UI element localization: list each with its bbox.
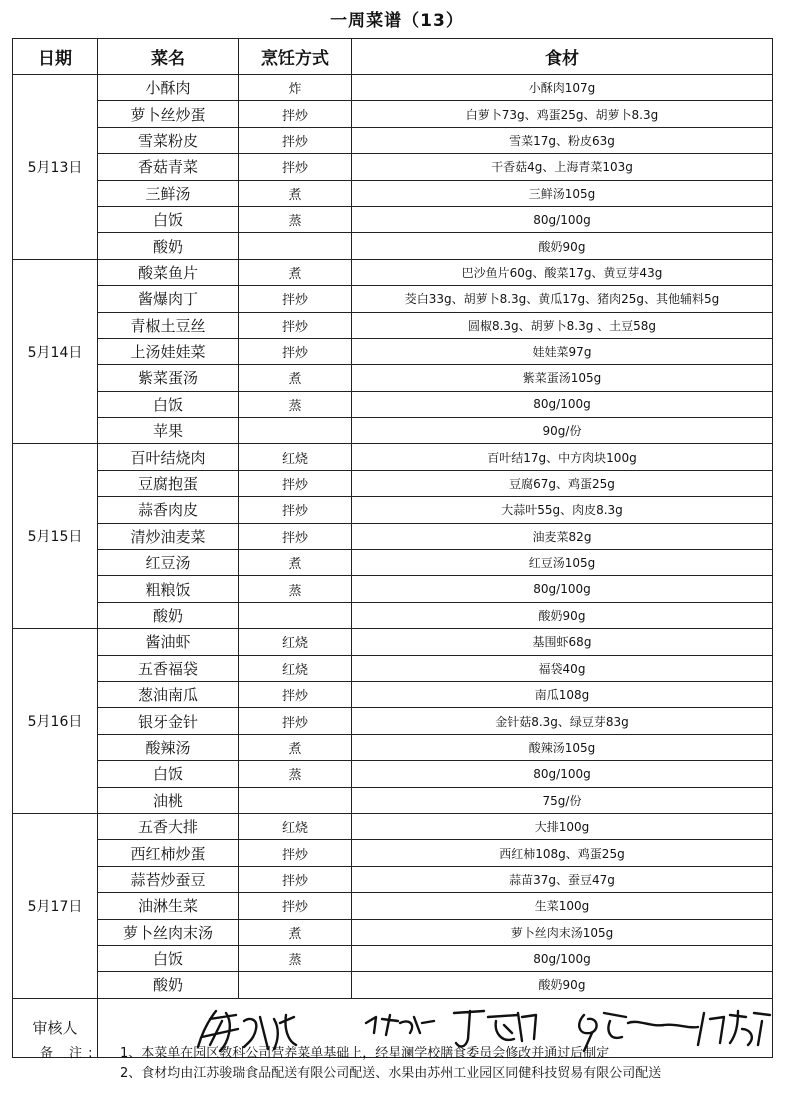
cooking-method: 红烧 <box>239 655 352 681</box>
ingredients: 90g/份 <box>352 418 773 444</box>
ingredients: 80g/100g <box>352 761 773 787</box>
cooking-method <box>239 787 352 813</box>
table-row <box>13 629 773 655</box>
dish-name: 萝卜丝肉末汤 <box>98 919 239 945</box>
table-row <box>13 945 773 971</box>
day-date: 5月14日 <box>13 259 98 444</box>
cooking-method: 拌炒 <box>239 866 352 892</box>
ingredients: 圆椒8.3g、胡萝卜8.3g 、土豆58g <box>352 312 773 338</box>
dish-name: 银牙金针 <box>98 708 239 734</box>
ingredients: 福袋40g <box>352 655 773 681</box>
dish-name: 苹果 <box>98 418 239 444</box>
cooking-method: 煮 <box>239 734 352 760</box>
table-row <box>13 444 773 470</box>
note-text-2: 2、食材均由江苏骏瑞食品配送有限公司配送、水果由苏州工业园区同健科技贸易有限公司配送 <box>120 1066 662 1081</box>
dish-name: 葱油南瓜 <box>98 681 239 707</box>
cooking-method: 红烧 <box>239 444 352 470</box>
cooking-method: 红烧 <box>239 629 352 655</box>
ingredients: 蒜苗37g、蚕豆47g <box>352 866 773 892</box>
table-row <box>13 523 773 549</box>
day-date: 5月13日 <box>13 75 98 260</box>
ingredients: 大排100g <box>352 813 773 839</box>
header-method: 烹饪方式 <box>239 39 352 75</box>
dish-name: 白饭 <box>98 391 239 417</box>
ingredients: 百叶结17g、中方肉块100g <box>352 444 773 470</box>
ingredients: 75g/份 <box>352 787 773 813</box>
page-title: 一周菜谱（13） <box>330 11 464 31</box>
ingredients: 大蒜叶55g、肉皮8.3g <box>352 497 773 523</box>
dish-name: 酸奶 <box>98 972 239 998</box>
notes-section <box>40 1044 780 1084</box>
ingredients: 油麦菜82g <box>352 523 773 549</box>
cooking-method: 拌炒 <box>239 840 352 866</box>
dish-name: 五香福袋 <box>98 655 239 681</box>
table-row <box>13 919 773 945</box>
table-row <box>13 154 773 180</box>
note-text-1: 1、本菜单在园区教科公司营养菜单基础上，经星澜学校膳食委员会修改并通过后制定 <box>120 1046 610 1061</box>
ingredients: 生菜100g <box>352 893 773 919</box>
dish-name: 酸菜鱼片 <box>98 259 239 285</box>
header-row <box>13 39 773 75</box>
table-row <box>13 312 773 338</box>
dish-name: 油淋生菜 <box>98 893 239 919</box>
notes-label: 备 注: <box>40 1046 99 1061</box>
header-ingredients: 食材 <box>352 39 773 75</box>
table-row <box>13 813 773 839</box>
dish-name: 油桃 <box>98 787 239 813</box>
ingredients: 小酥肉107g <box>352 75 773 101</box>
dish-name: 萝卜丝炒蛋 <box>98 101 239 127</box>
cooking-method: 煮 <box>239 550 352 576</box>
table-row <box>13 840 773 866</box>
cooking-method: 煮 <box>239 365 352 391</box>
cooking-method: 拌炒 <box>239 286 352 312</box>
table-row <box>13 338 773 364</box>
table-row <box>13 681 773 707</box>
cooking-method: 拌炒 <box>239 470 352 496</box>
note-line-2 <box>40 1064 780 1084</box>
table-row <box>13 259 773 285</box>
cooking-method: 煮 <box>239 919 352 945</box>
table-row <box>13 391 773 417</box>
reviewer-label: 审核人 <box>13 998 98 1057</box>
dish-name: 小酥肉 <box>98 75 239 101</box>
dish-name: 西红柿炒蛋 <box>98 840 239 866</box>
day-date: 5月17日 <box>13 813 98 998</box>
dish-name: 酱油虾 <box>98 629 239 655</box>
dish-name: 青椒土豆丝 <box>98 312 239 338</box>
dish-name: 五香大排 <box>98 813 239 839</box>
cooking-method: 蒸 <box>239 945 352 971</box>
dish-name: 百叶结烧肉 <box>98 444 239 470</box>
dish-name: 酸辣汤 <box>98 734 239 760</box>
cooking-method: 蒸 <box>239 391 352 417</box>
table-row <box>13 893 773 919</box>
header-dish: 菜名 <box>98 39 239 75</box>
dish-name: 白饭 <box>98 206 239 232</box>
ingredients: 酸奶90g <box>352 602 773 628</box>
cooking-method: 煮 <box>239 259 352 285</box>
table-row <box>13 233 773 259</box>
ingredients: 娃娃菜97g <box>352 338 773 364</box>
table-row <box>13 550 773 576</box>
dish-name: 粗粮饭 <box>98 576 239 602</box>
dish-name: 豆腐抱蛋 <box>98 470 239 496</box>
cooking-method: 煮 <box>239 180 352 206</box>
ingredients: 南瓜108g <box>352 681 773 707</box>
menu-body <box>13 75 773 999</box>
ingredients: 酸奶90g <box>352 972 773 998</box>
ingredients: 巴沙鱼片60g、酸菜17g、黄豆芽43g <box>352 259 773 285</box>
ingredients: 雪菜17g、粉皮63g <box>352 127 773 153</box>
table-row <box>13 75 773 101</box>
ingredients: 基围虾68g <box>352 629 773 655</box>
cooking-method: 红烧 <box>239 813 352 839</box>
table-row <box>13 470 773 496</box>
ingredients: 酸奶90g <box>352 233 773 259</box>
table-row <box>13 576 773 602</box>
dish-name: 白饭 <box>98 945 239 971</box>
ingredients: 西红柿108g、鸡蛋25g <box>352 840 773 866</box>
cooking-method <box>239 602 352 628</box>
cooking-method: 拌炒 <box>239 154 352 180</box>
table-row <box>13 365 773 391</box>
cooking-method: 拌炒 <box>239 101 352 127</box>
ingredients: 红豆汤105g <box>352 550 773 576</box>
cooking-method: 拌炒 <box>239 338 352 364</box>
ingredients: 三鲜汤105g <box>352 180 773 206</box>
menu-table <box>12 38 773 1058</box>
cooking-method: 拌炒 <box>239 893 352 919</box>
ingredients: 紫菜蛋汤105g <box>352 365 773 391</box>
table-row <box>13 787 773 813</box>
table-row <box>13 286 773 312</box>
cooking-method: 拌炒 <box>239 523 352 549</box>
ingredients: 80g/100g <box>352 391 773 417</box>
dish-name: 香菇青菜 <box>98 154 239 180</box>
cooking-method <box>239 972 352 998</box>
dish-name: 清炒油麦菜 <box>98 523 239 549</box>
ingredients: 80g/100g <box>352 945 773 971</box>
cooking-method: 拌炒 <box>239 312 352 338</box>
dish-name: 酱爆肉丁 <box>98 286 239 312</box>
dish-name: 白饭 <box>98 761 239 787</box>
table-row <box>13 180 773 206</box>
cooking-method: 拌炒 <box>239 681 352 707</box>
cooking-method: 拌炒 <box>239 497 352 523</box>
table-row <box>13 101 773 127</box>
dish-name: 上汤娃娃菜 <box>98 338 239 364</box>
table-row <box>13 418 773 444</box>
table-row <box>13 734 773 760</box>
table-row <box>13 866 773 892</box>
table-row <box>13 972 773 998</box>
dish-name: 雪菜粉皮 <box>98 127 239 153</box>
table-row <box>13 761 773 787</box>
ingredients: 酸辣汤105g <box>352 734 773 760</box>
cooking-method: 蒸 <box>239 576 352 602</box>
ingredients: 豆腐67g、鸡蛋25g <box>352 470 773 496</box>
cooking-method: 炸 <box>239 75 352 101</box>
note-line-1 <box>40 1044 780 1064</box>
ingredients: 80g/100g <box>352 576 773 602</box>
table-row <box>13 127 773 153</box>
table-row <box>13 602 773 628</box>
ingredients: 萝卜丝肉末汤105g <box>352 919 773 945</box>
dish-name: 蒜香肉皮 <box>98 497 239 523</box>
ingredients: 干香菇4g、上海青菜103g <box>352 154 773 180</box>
day-date: 5月15日 <box>13 444 98 629</box>
cooking-method <box>239 418 352 444</box>
cooking-method: 拌炒 <box>239 708 352 734</box>
ingredients: 80g/100g <box>352 206 773 232</box>
table-row <box>13 497 773 523</box>
ingredients: 白萝卜73g、鸡蛋25g、胡萝卜8.3g <box>352 101 773 127</box>
table-row <box>13 206 773 232</box>
table-row <box>13 708 773 734</box>
dish-name: 酸奶 <box>98 602 239 628</box>
dish-name: 红豆汤 <box>98 550 239 576</box>
dish-name: 酸奶 <box>98 233 239 259</box>
cooking-method: 蒸 <box>239 761 352 787</box>
cooking-method: 拌炒 <box>239 127 352 153</box>
dish-name: 紫菜蛋汤 <box>98 365 239 391</box>
header-date: 日期 <box>13 39 98 75</box>
table-row <box>13 655 773 681</box>
day-date: 5月16日 <box>13 629 98 814</box>
cooking-method <box>239 233 352 259</box>
ingredients: 金针菇8.3g、绿豆芽83g <box>352 708 773 734</box>
cooking-method: 蒸 <box>239 206 352 232</box>
dish-name: 三鲜汤 <box>98 180 239 206</box>
ingredients: 茭白33g、胡萝卜8.3g、黄瓜17g、猪肉25g、其他辅料5g <box>352 286 773 312</box>
dish-name: 蒜苔炒蚕豆 <box>98 866 239 892</box>
